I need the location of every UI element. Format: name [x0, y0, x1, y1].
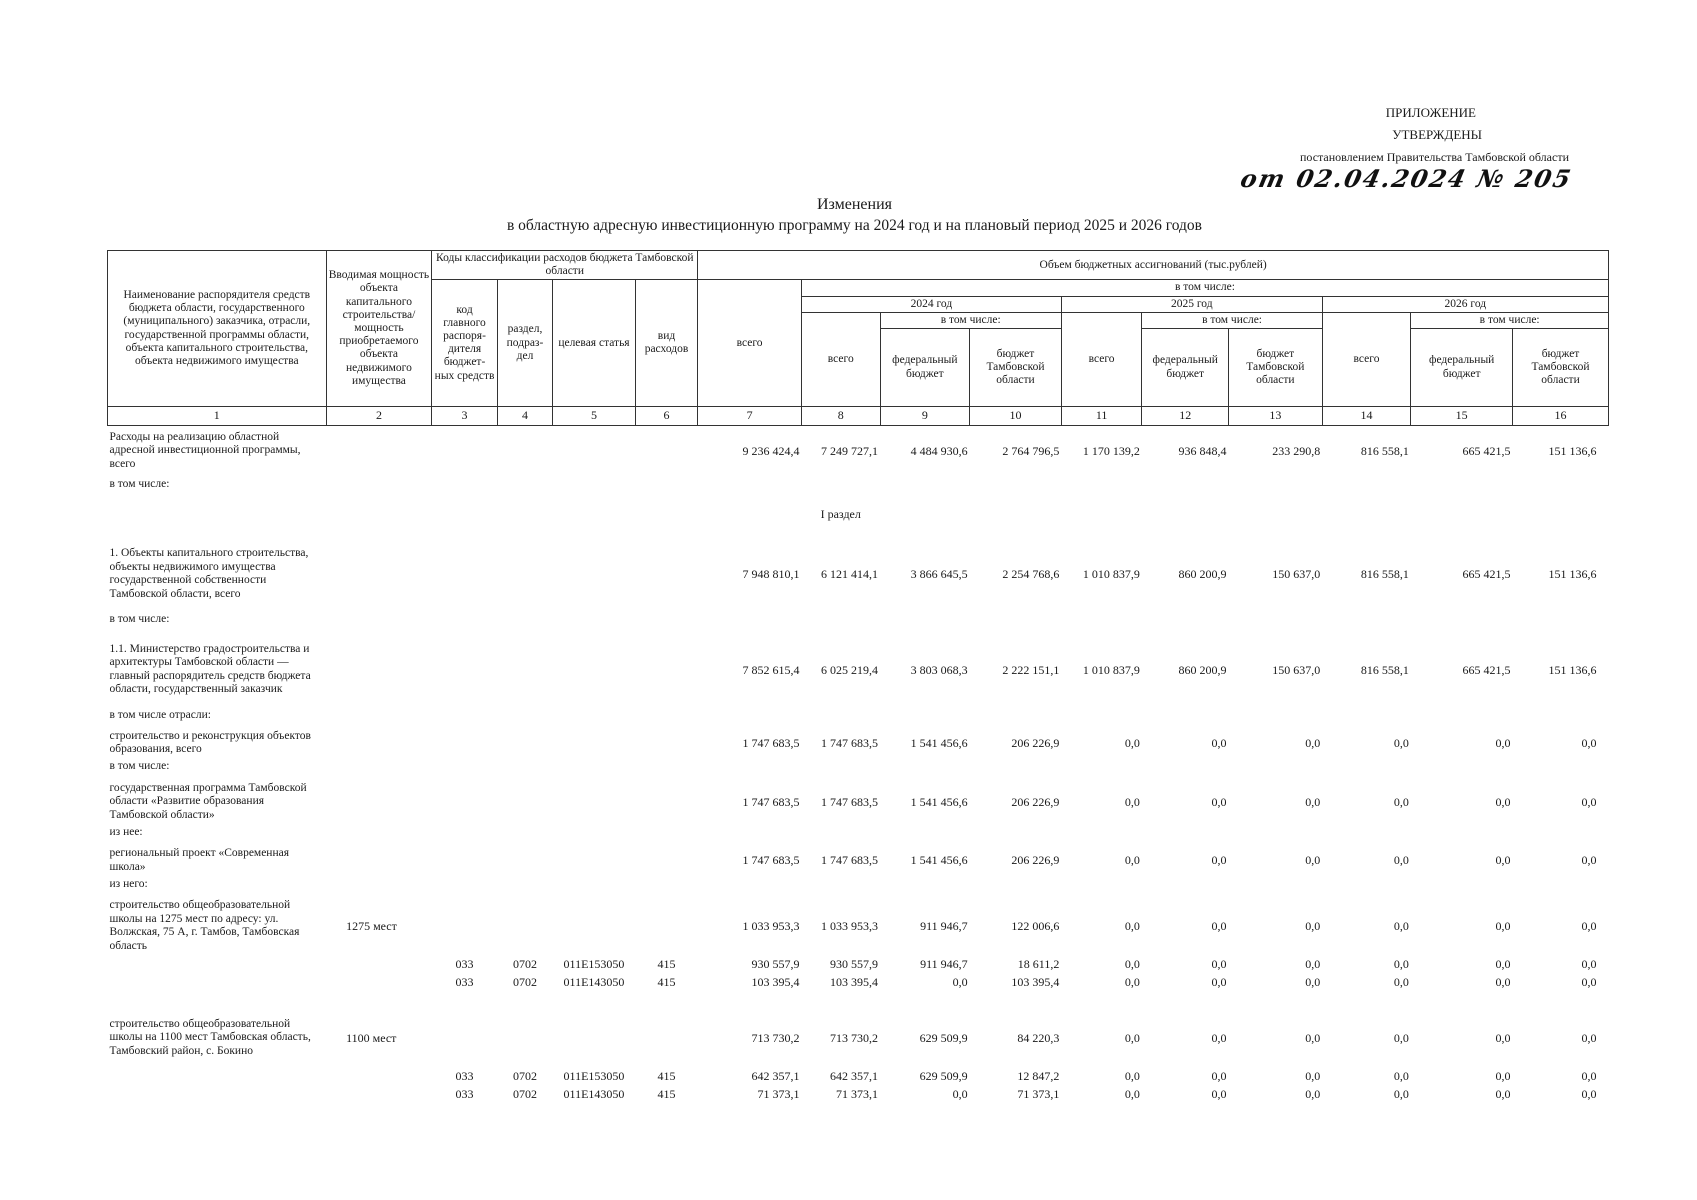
cell-value: 0,0 [1124, 736, 1140, 751]
cell-value: 1 747 683,5 [742, 853, 800, 868]
cell-value: 0,0 [1305, 1069, 1321, 1084]
cell-value: 1 170 139,2 [1082, 443, 1140, 458]
cell-value: 911 946,7 [920, 919, 968, 934]
col-number: 4 [497, 407, 552, 426]
cell-value: 0,0 [1495, 736, 1511, 751]
header-2024-fed: федеральный бюджет [880, 329, 970, 407]
cell-value: 0,0 [1495, 853, 1511, 868]
handwritten-date-number: от 02.04.2024 № 205 [1237, 164, 1576, 193]
cell-value: 1 010 837,9 [1082, 662, 1140, 677]
cell-value: 0,0 [1581, 975, 1597, 990]
col-number: 11 [1061, 407, 1142, 426]
cell-value: 642 357,1 [830, 1069, 879, 1084]
cell-code: 011E143050 [563, 975, 625, 990]
subheading: в том числе: [109, 613, 170, 626]
cell-code: 033 [455, 1069, 474, 1084]
table-row [108, 780, 1609, 824]
col-number: 13 [1229, 407, 1323, 426]
cell-value: 930 557,9 [751, 957, 800, 972]
cell-value: 0,0 [1305, 919, 1321, 934]
table-header [108, 251, 1609, 426]
cell-value: 0,0 [1124, 975, 1140, 990]
subheading-row [108, 758, 1609, 780]
cell-value: 0,0 [1581, 794, 1597, 809]
cell-value: 0,0 [1581, 957, 1597, 972]
cell-value: 0,0 [1581, 1031, 1597, 1046]
cell-value: 0,0 [1393, 1069, 1409, 1084]
table-row [108, 426, 1609, 476]
cell-value: 0,0 [1495, 919, 1511, 934]
header-2026-reg: бюджет Тамбовской области [1513, 329, 1609, 407]
cell-value: 206 226,9 [1011, 736, 1060, 751]
header-2025-reg: бюджет Тамбовской области [1229, 329, 1323, 407]
cell-value: 1 541 456,6 [910, 794, 968, 809]
cell-value: 1 747 683,5 [742, 736, 800, 751]
cell-value: 816 558,1 [1360, 567, 1409, 582]
cell-code: 0702 [512, 975, 537, 990]
cell-code: 011E153050 [563, 957, 625, 972]
cell-code: 0702 [512, 957, 537, 972]
header-codes: Коды классификации расходов бюджета Тамбовской области [432, 251, 698, 280]
cell-value: 0,0 [1305, 853, 1321, 868]
header-col1: Наименование распорядителя средств бюджета области, государственного (муниципального) заказчика, отрасли, государственной программы области, объекта капитального строительства, объекта недвижимого имущества [108, 251, 327, 407]
cell-value: 18 611,2 [1017, 957, 1060, 972]
cell-value: 6 025 219,4 [821, 662, 879, 677]
cell-value: 0,0 [1581, 853, 1597, 868]
cell-value: 1 541 456,6 [910, 736, 968, 751]
cell-value: 1 010 837,9 [1082, 567, 1140, 582]
section-label: I раздел [820, 507, 861, 522]
cell-value: 0,0 [1581, 1087, 1597, 1102]
cell-value: 860 200,9 [1178, 662, 1227, 677]
row-name: строительство общеобразовательной школы на 1100 мест Тамбовская область, Тамбовский район, с. Бокино [109, 1017, 311, 1057]
header-col5: целевая статья [553, 280, 636, 407]
cell-value: 0,0 [1124, 1087, 1140, 1102]
col-number: 3 [432, 407, 497, 426]
table-row [108, 846, 1609, 876]
header-2025: 2025 год [1061, 296, 1322, 312]
header-col7: всего [698, 280, 802, 407]
cell-value: 1 747 683,5 [821, 853, 879, 868]
document-subtitle: в областную адресную инвестиционную программу на 2024 год и на плановый период 2025 и 2026 годов [506, 217, 1203, 234]
cell-value: 3 803 068,3 [910, 662, 968, 677]
cell-value: 0,0 [1124, 794, 1140, 809]
header-2026-fed: федеральный бюджет [1411, 329, 1513, 407]
cell-value: 0,0 [1393, 957, 1409, 972]
subheading: в том числе отрасли: [109, 708, 211, 721]
col-number: 2 [326, 407, 432, 426]
cell-value: 0,0 [1124, 919, 1140, 934]
code-row [108, 955, 1609, 973]
cell-value: 0,0 [1211, 1069, 1227, 1084]
cell-value: 0,0 [1305, 1087, 1321, 1102]
cell-value: 0,0 [1581, 919, 1597, 934]
header-col4: раздел, подраз-дел [497, 280, 552, 407]
cell-value: 2 764 796,5 [1002, 443, 1060, 458]
cell-value: 911 946,7 [920, 957, 968, 972]
header-2026-total: всего [1322, 312, 1411, 406]
cell-value: 0,0 [1495, 1087, 1511, 1102]
header-incl: в том числе: [801, 280, 1608, 296]
cell-value: 7 249 727,1 [821, 443, 879, 458]
header-2025-incl: в том числе: [1142, 312, 1322, 328]
subheading-row [108, 824, 1609, 846]
cell-value: 0,0 [1495, 1031, 1511, 1046]
cell-value: 0,0 [1211, 736, 1227, 751]
cell-value: 1 747 683,5 [821, 794, 879, 809]
capacity-value: 1100 мест [346, 1031, 397, 1046]
cell-value: 665 421,5 [1462, 443, 1511, 458]
cell-code: 415 [657, 957, 676, 972]
cell-value: 103 395,4 [1011, 975, 1060, 990]
cell-code: 033 [455, 957, 474, 972]
cell-value: 71 373,1 [757, 1087, 800, 1102]
header-col6: вид расходов [635, 280, 697, 407]
cell-value: 0,0 [1124, 1031, 1140, 1046]
cell-value: 103 395,4 [830, 975, 879, 990]
row-name: Расходы на реализацию областной адресной инвестиционной программы, всего [109, 430, 301, 470]
cell-value: 930 557,9 [830, 957, 879, 972]
cell-value: 0,0 [1305, 794, 1321, 809]
subheading: из нее: [109, 826, 143, 838]
cell-value: 0,0 [1393, 1031, 1409, 1046]
cell-value: 816 558,1 [1360, 662, 1409, 677]
cell-value: 936 848,4 [1178, 443, 1227, 458]
cell-code: 011E143050 [563, 1087, 625, 1102]
cell-value: 122 006,6 [1011, 919, 1060, 934]
col-number: 6 [635, 407, 697, 426]
header-2024-reg: бюджет Тамбовской области [970, 329, 1062, 407]
cell-value: 0,0 [1495, 975, 1511, 990]
cell-value: 1 747 683,5 [821, 736, 879, 751]
cell-value: 0,0 [1211, 794, 1227, 809]
cell-value: 0,0 [1211, 853, 1227, 868]
col-number: 8 [801, 407, 880, 426]
header-col3: код главного распоря-дителя бюджет-ных средств [432, 280, 497, 407]
cell-value: 0,0 [1305, 736, 1321, 751]
cell-value: 0,0 [1124, 853, 1140, 868]
subheading-row [108, 611, 1609, 633]
cell-value: 0,0 [1211, 1087, 1227, 1102]
cell-value: 4 484 930,6 [910, 443, 968, 458]
col-number: 16 [1513, 407, 1609, 426]
cell-code: 033 [455, 975, 474, 990]
resolution-label: постановлением Правительства Тамбовской области [1299, 150, 1569, 164]
table-row [108, 1009, 1609, 1067]
cell-value: 0,0 [1124, 1069, 1140, 1084]
header-col2: Вводимая мощность объекта капитального строительства/ мощность приобретаемого объекта недвижимого имущества [326, 251, 432, 407]
cell-value: 150 637,0 [1272, 662, 1321, 677]
cell-code: 0702 [512, 1069, 537, 1084]
col-number: 5 [553, 407, 636, 426]
subheading-row [108, 707, 1609, 729]
cell-value: 0,0 [1211, 1031, 1227, 1046]
cell-value: 150 637,0 [1272, 567, 1321, 582]
cell-value: 0,0 [952, 975, 968, 990]
cell-value: 0,0 [1393, 794, 1409, 809]
cell-value: 151 136,6 [1548, 662, 1597, 677]
cell-value: 665 421,5 [1462, 567, 1511, 582]
cell-value: 1 541 456,6 [910, 853, 968, 868]
cell-value: 0,0 [952, 1087, 968, 1102]
row-name: строительство и реконструкция объектов образования, всего [109, 729, 311, 756]
row-name: региональный проект «Современная школа» [109, 847, 290, 873]
cell-value: 0,0 [1124, 957, 1140, 972]
cell-value: 1 033 953,3 [821, 919, 879, 934]
col-number: 12 [1142, 407, 1229, 426]
cell-value: 0,0 [1211, 975, 1227, 990]
table-row [108, 897, 1609, 955]
header-2024-total: всего [801, 312, 880, 406]
appendix-label: ПРИЛОЖЕНИЕ [1385, 105, 1476, 120]
cell-value: 0,0 [1305, 975, 1321, 990]
cell-value: 0,0 [1581, 736, 1597, 751]
cell-value: 9 236 424,4 [742, 443, 800, 458]
cell-value: 0,0 [1305, 1031, 1321, 1046]
cell-value: 71 373,1 [1017, 1087, 1060, 1102]
cell-code: 0702 [512, 1087, 537, 1102]
col-number: 15 [1411, 407, 1513, 426]
header-volume: Объем бюджетных ассигнований (тыс.рублей) [698, 251, 1609, 280]
row-name: 1.1. Министерство градостроительства и архитектуры Тамбовской области — главный распорядитель средств бюджета области, государственный заказчик [109, 642, 311, 696]
cell-value: 629 509,9 [919, 1031, 968, 1046]
cell-value: 0,0 [1393, 919, 1409, 934]
cell-value: 0,0 [1495, 957, 1511, 972]
cell-value: 233 290,8 [1272, 443, 1321, 458]
row-name: государственная программа Тамбовской области «Развитие образования Тамбовской области» [109, 781, 307, 821]
cell-value: 151 136,6 [1548, 567, 1597, 582]
table-row [108, 728, 1609, 758]
subheading-row [108, 476, 1609, 498]
cell-value: 7 948 810,1 [742, 567, 800, 582]
cell-value: 0,0 [1495, 794, 1511, 809]
table-row [108, 633, 1609, 707]
cell-value: 713 730,2 [751, 1031, 800, 1046]
col-number: 7 [698, 407, 802, 426]
col-number: 9 [880, 407, 970, 426]
header-2025-fed: федеральный бюджет [1142, 329, 1229, 407]
cell-value: 0,0 [1393, 1087, 1409, 1102]
cell-value: 3 866 645,5 [910, 567, 968, 582]
cell-value: 103 395,4 [751, 975, 800, 990]
cell-value: 0,0 [1393, 975, 1409, 990]
row-name: 1. Объекты капитального строительства, объекты недвижимого имущества государственной собственности Тамбовской области, всего [109, 547, 309, 600]
cell-value: 642 357,1 [751, 1069, 800, 1084]
cell-value: 0,0 [1495, 1069, 1511, 1084]
cell-value: 71 373,1 [836, 1087, 879, 1102]
cell-value: 0,0 [1393, 736, 1409, 751]
cell-value: 860 200,9 [1178, 567, 1227, 582]
document-title: Изменения [816, 196, 893, 213]
cell-value: 2 222 151,1 [1002, 662, 1060, 677]
cell-code: 415 [657, 1069, 676, 1084]
cell-value: 206 226,9 [1011, 794, 1060, 809]
cell-code: 415 [657, 975, 676, 990]
cell-value: 0,0 [1581, 1069, 1597, 1084]
col-number: 1 [108, 407, 327, 426]
header-2024: 2024 год [801, 296, 1061, 312]
cell-value: 6 121 414,1 [821, 567, 879, 582]
cell-value: 1 747 683,5 [742, 794, 800, 809]
col-number: 10 [970, 407, 1062, 426]
code-row [108, 973, 1609, 991]
cell-value: 816 558,1 [1360, 443, 1409, 458]
section-row [108, 497, 1609, 537]
table-row [108, 537, 1609, 611]
cell-value: 0,0 [1211, 919, 1227, 934]
subheading: в том числе: [109, 760, 170, 773]
subheading-row [108, 876, 1609, 898]
header-2026-incl: в том числе: [1411, 312, 1609, 328]
cell-value: 713 730,2 [830, 1031, 879, 1046]
column-number-row [108, 407, 1609, 426]
code-row [108, 1085, 1609, 1103]
cell-value: 0,0 [1305, 957, 1321, 972]
subheading: в том числе: [109, 477, 170, 490]
row-name: строительство общеобразовательной школы на 1275 мест по адресу: ул. Волжская, 75 А, г. Тамбов, Тамбовская область [109, 899, 300, 952]
cell-code: 033 [455, 1087, 474, 1102]
cell-value: 2 254 768,6 [1002, 567, 1060, 582]
subheading: из него: [109, 877, 148, 890]
approved-label: УТВЕРЖДЕНЫ [1392, 127, 1482, 142]
investment-program-table [107, 250, 1609, 1103]
cell-code: 415 [657, 1087, 676, 1102]
cell-code: 011E153050 [563, 1069, 625, 1084]
cell-value: 1 033 953,3 [742, 919, 800, 934]
cell-value: 665 421,5 [1462, 662, 1511, 677]
table-body [108, 426, 1609, 1104]
header-2025-total: всего [1061, 312, 1142, 406]
code-row [108, 1067, 1609, 1085]
header-2026: 2026 год [1322, 296, 1608, 312]
capacity-value: 1275 мест [346, 919, 397, 934]
cell-value: 7 852 615,4 [742, 662, 800, 677]
cell-value: 0,0 [1393, 853, 1409, 868]
col-number: 14 [1322, 407, 1411, 426]
cell-value: 151 136,6 [1548, 443, 1597, 458]
cell-value: 0,0 [1211, 957, 1227, 972]
cell-value: 12 847,2 [1017, 1069, 1060, 1084]
cell-value: 629 509,9 [919, 1069, 968, 1084]
cell-value: 84 220,3 [1017, 1031, 1060, 1046]
cell-value: 206 226,9 [1011, 853, 1060, 868]
header-2024-incl: в том числе: [880, 312, 1061, 328]
